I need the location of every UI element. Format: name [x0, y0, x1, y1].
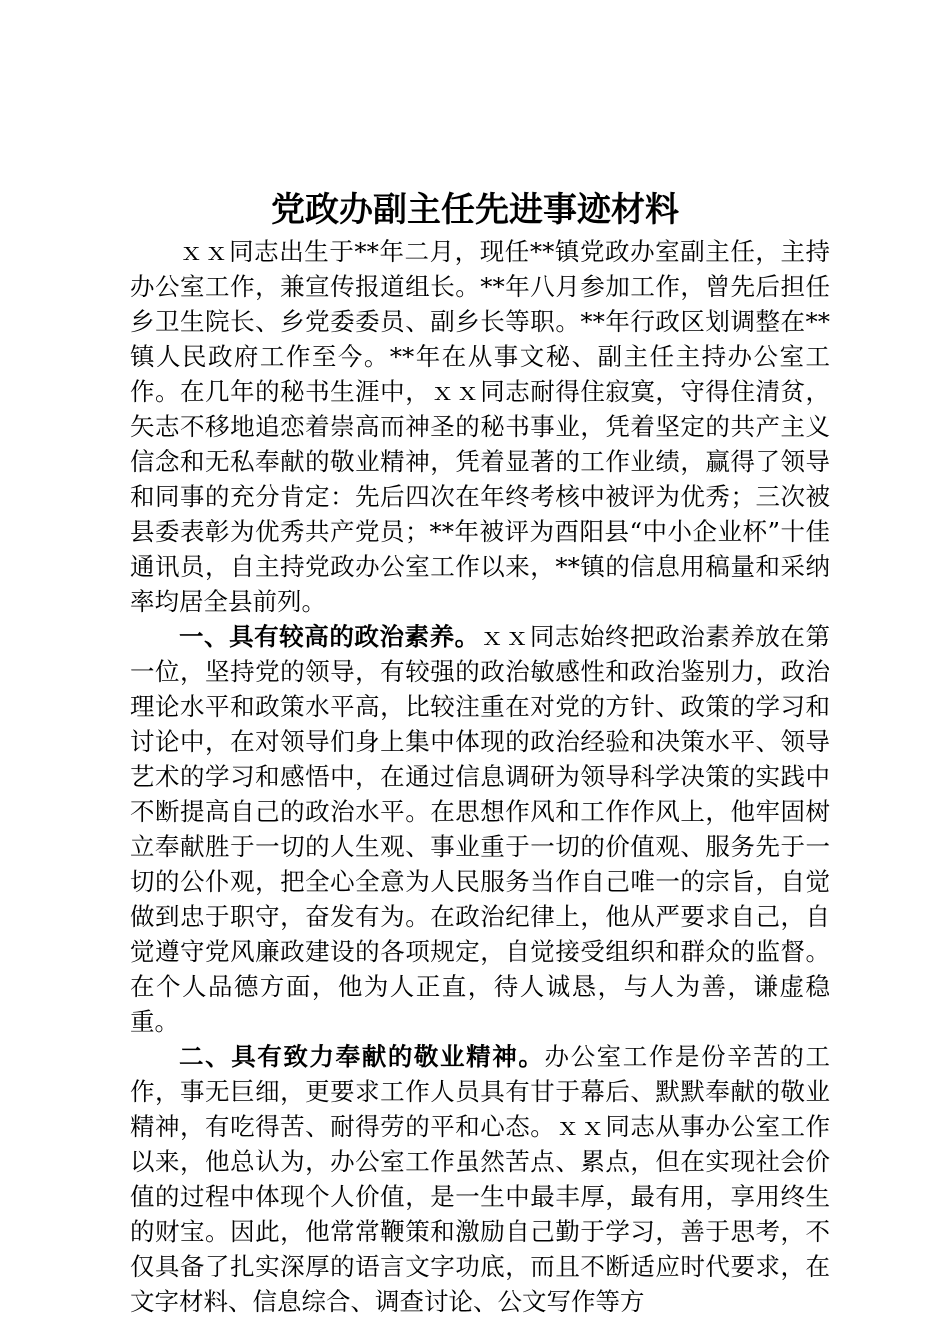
section-heading: 二、具有致力奉献的敬业精神。: [179, 1042, 545, 1071]
paragraph-political-quality: [130, 619, 830, 1039]
section-heading: 一、具有较高的政治素养。: [179, 622, 480, 651]
paragraph-intro: [130, 234, 830, 619]
paragraph-dedication: [130, 1039, 830, 1319]
paragraph-text: ｘｘ同志出生于**年二月，现任**镇党政办室副主任，主持办公室工作，兼宣传报道组长。**年八月参加工作，曾先后担任乡卫生院长、乡党委委员、副乡长等职。**年行政区划调整在**镇人民政府工作至今。**年在从事文秘、副主任主持办公室工作。在几年的秘书生涯中，ｘｘ同志耐得住寂寞，守得住清贫，矢志不移地追恋着崇高而神圣的秘书事业，凭着坚定的共产主义信念和无私奉献的敬业精神，凭着显著的工作业绩，赢得了领导和同事的充分肯定：先后四次在年终考核中被评为优秀；三次被县委表彰为优秀共产党员；**年被评为酉阳县“中小企业杯”十佳通讯员，自主持党政办公室工作以来，**镇的信息用稿量和采纳率均居全县前列。: [130, 237, 830, 616]
paragraph-text: ｘｘ同志始终把政治素养放在第一位，坚持党的领导，有较强的政治敏感性和政治鉴别力，政治理论水平和政策水平高，比较注重在对党的方针、政策的学习和讨论中，在对领导们身上集中体现的政治经验和决策水平、领导艺术的学习和感悟中，在通过信息调研为领导科学决策的实践中不断提高自己的政治水平。在思想作风和工作作风上，他牢固树立奉献胜于一切的人生观、事业重于一切的价值观、服务先于一切的公仆观，把全心全意为人民服务当作自己唯一的宗旨，自觉做到忠于职守，奋发有为。在政治纪律上，他从严要求自己，自觉遵守党风廉政建设的各项规定，自觉接受组织和群众的监督。在个人品德方面，他为人正直，待人诚恳，与人为善，谦虚稳重。: [130, 622, 830, 1036]
paragraph-text: 办公室工作是份辛苦的工作，事无巨细，更要求工作人员具有甘于幕后、默默奉献的敬业精神，有吃得苦、耐得劳的平和心态。ｘｘ同志从事办公室工作以来，他总认为，办公室工作虽然苦点、累点，但在实现社会价值的过程中体现个人价值，是一生中最丰厚，最有用，享用终生的财宝。因此，他常常鞭策和激励自己勤于学习，善于思考，不仅具备了扎实深厚的语言文字功底，而且不断适应时代要求，在文字材料、信息综合、调查讨论、公文写作等方: [130, 1042, 831, 1316]
document-title: 党政办副主任先进事迹材料: [271, 190, 679, 230]
document-body: [130, 234, 830, 1319]
